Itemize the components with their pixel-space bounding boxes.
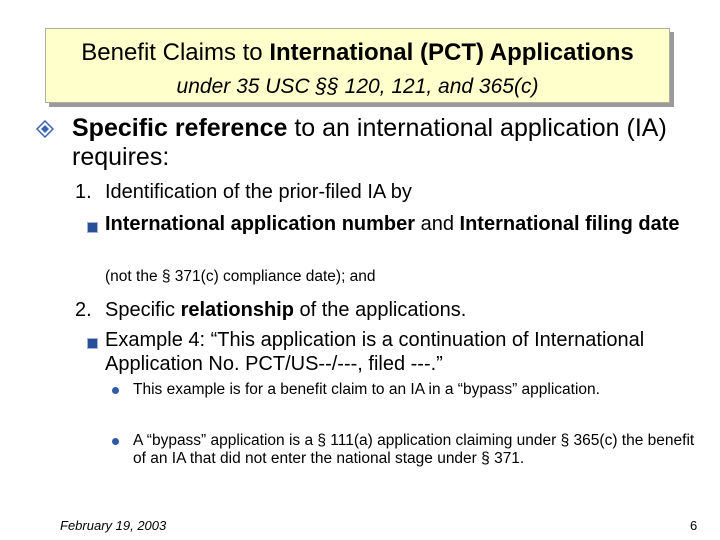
ia-filing-date-bold: International filing date [459,213,680,235]
item-2-text [105,298,665,322]
main-bullet-text: to an international application (IA) requires: [72,114,667,171]
dot-item-1: This example is for a benefit claim to an IA in a “bypass” application. [133,381,600,398]
diamond-bullet-icon [36,120,54,138]
title-bold-text: International (PCT) Applications [269,39,634,66]
footer-date: February 19, 2003 [60,518,167,533]
item-1-text: Identification of the prior-filed IA by [105,181,412,203]
dot-item-2: A “bypass” application is a § 111(a) application claiming under § 365(c) the benefit of an IA that did not enter the national stage under § 371. [133,432,695,467]
item-number-1: 1. [75,181,92,203]
item-1-sub [105,212,695,236]
square-bullet-icon [87,222,98,233]
main-bullet-bold: Specific reference [72,114,288,142]
dot-bullet-icon [112,387,119,394]
item-2-post: of the applications. [293,299,467,321]
title-box [45,28,670,103]
sub-connector: and [415,213,460,235]
main-bullet [72,114,702,172]
item-2-bold: relationship [180,299,294,321]
item-2-example: Example 4: “This application is a continuation of International Application No. PCT/US--/---, filed ---.” [105,329,645,375]
item-number-2: 2. [75,299,92,321]
dot-bullet-icon [112,438,119,445]
item-2-pre: Specific [105,299,181,321]
slide-title [46,40,669,66]
square-bullet-icon [87,338,98,349]
ia-number-bold: International application number [105,213,416,235]
item-1-note: (not the § 371(c) compliance date); and [105,268,376,285]
page-number: 6 [690,518,698,533]
title-text: Benefit Claims to [81,39,270,66]
slide-subtitle: under 35 USC §§ 120, 121, and 365(c) [176,75,539,98]
